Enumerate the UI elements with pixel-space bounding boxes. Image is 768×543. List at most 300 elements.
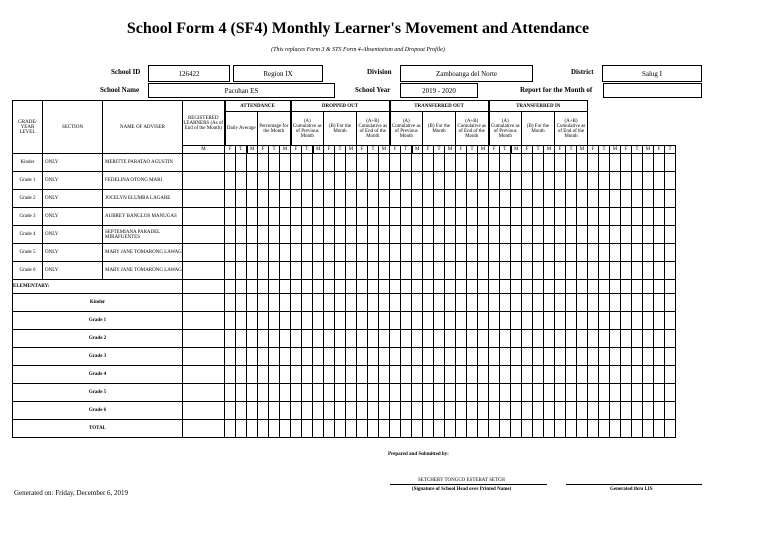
data-cell [258, 312, 269, 330]
data-cell [379, 280, 390, 294]
data-cell [401, 312, 412, 330]
data-cell [368, 208, 379, 226]
data-cell [280, 402, 291, 420]
data-cell [368, 420, 379, 438]
data-cell [269, 384, 280, 402]
data-cell [335, 190, 346, 208]
data-cell [665, 226, 676, 244]
data-cell [313, 226, 324, 244]
data-cell [610, 208, 621, 226]
data-cell [225, 348, 236, 366]
data-cell [566, 384, 577, 402]
data-cell [291, 208, 302, 226]
data-cell [544, 384, 555, 402]
data-cell [599, 294, 610, 312]
data-cell [445, 280, 456, 294]
data-cell [632, 294, 643, 312]
data-cell [434, 262, 445, 280]
data-cell [588, 190, 599, 208]
header-adviser: NAME OF ADVISER [103, 101, 183, 154]
data-cell [291, 172, 302, 190]
data-cell [533, 226, 544, 244]
data-cell [258, 154, 269, 172]
data-cell [368, 244, 379, 262]
data-cell [291, 402, 302, 420]
data-cell [610, 384, 621, 402]
data-cell [324, 366, 335, 384]
data-cell [258, 402, 269, 420]
data-cell [247, 402, 258, 420]
data-cell [346, 262, 357, 280]
data-cell [599, 420, 610, 438]
data-cell [335, 244, 346, 262]
data-cell [599, 244, 610, 262]
data-cell [335, 262, 346, 280]
data-cell [544, 348, 555, 366]
data-cell [577, 420, 588, 438]
data-cell [500, 312, 511, 330]
data-cell [511, 330, 522, 348]
data-cell [599, 402, 610, 420]
data-cell [368, 262, 379, 280]
data-cell [467, 262, 478, 280]
data-cell [412, 294, 423, 312]
data-cell [247, 244, 258, 262]
data-cell [269, 312, 280, 330]
data-cell [390, 348, 401, 366]
data-cell [610, 312, 621, 330]
data-cell [236, 420, 247, 438]
data-cell [346, 280, 357, 294]
data-cell [478, 154, 489, 172]
data-cell [183, 330, 225, 348]
data-cell [654, 190, 665, 208]
table-row [13, 190, 687, 208]
data-cell [577, 244, 588, 262]
data-cell [258, 384, 269, 402]
data-cell [313, 294, 324, 312]
data-cell [269, 208, 280, 226]
data-cell [412, 190, 423, 208]
data-cell [599, 366, 610, 384]
header-cumulative-ab: (A+B) Cumulative as of End of the Month [555, 112, 588, 146]
generated-line [566, 484, 702, 485]
data-cell [643, 244, 654, 262]
data-cell [467, 330, 478, 348]
data-cell [434, 172, 445, 190]
data-cell [346, 154, 357, 172]
header-m: M [412, 146, 423, 154]
data-cell [489, 420, 500, 438]
data-cell [621, 208, 632, 226]
header-t: T [236, 146, 247, 154]
data-cell [225, 294, 236, 312]
data-cell [544, 172, 555, 190]
header-section: SECTION [43, 101, 103, 154]
summary-row [13, 384, 687, 402]
data-cell [280, 330, 291, 348]
data-cell [588, 172, 599, 190]
data-cell [555, 226, 566, 244]
data-cell [225, 262, 236, 280]
data-cell [665, 172, 676, 190]
data-cell [654, 294, 665, 312]
district-field: Salug I [602, 65, 702, 82]
data-cell [401, 280, 412, 294]
data-cell [434, 190, 445, 208]
data-cell [522, 420, 533, 438]
data-cell [247, 384, 258, 402]
data-cell [643, 172, 654, 190]
data-cell [183, 280, 225, 294]
data-cell [183, 190, 225, 208]
data-cell [346, 312, 357, 330]
header-percentage: Percentage for the Month [258, 112, 291, 146]
data-cell [511, 226, 522, 244]
header-f: F [291, 146, 302, 154]
data-cell [346, 244, 357, 262]
data-cell [456, 348, 467, 366]
data-cell [643, 312, 654, 330]
data-cell [390, 330, 401, 348]
data-cell [390, 154, 401, 172]
data-cell [258, 420, 269, 438]
data-cell [533, 262, 544, 280]
data-cell [577, 226, 588, 244]
data-cell [511, 280, 522, 294]
data-cell [544, 244, 555, 262]
data-cell [379, 366, 390, 384]
data-cell [183, 172, 225, 190]
data-cell [643, 330, 654, 348]
data-cell [291, 420, 302, 438]
data-cell [577, 330, 588, 348]
data-cell [456, 294, 467, 312]
data-cell [555, 366, 566, 384]
data-cell [258, 348, 269, 366]
row-section: ONLY [43, 226, 103, 244]
header-f: F [654, 146, 665, 154]
data-cell [247, 330, 258, 348]
data-cell [291, 348, 302, 366]
data-cell [522, 208, 533, 226]
data-cell [456, 172, 467, 190]
data-cell [379, 294, 390, 312]
data-cell [478, 190, 489, 208]
data-cell [555, 348, 566, 366]
data-cell [566, 348, 577, 366]
data-cell [478, 294, 489, 312]
data-cell [588, 420, 599, 438]
data-cell [610, 280, 621, 294]
data-cell [313, 208, 324, 226]
data-cell [368, 172, 379, 190]
data-cell [302, 366, 313, 384]
data-cell [258, 244, 269, 262]
data-cell [412, 402, 423, 420]
data-cell [577, 172, 588, 190]
data-cell [357, 294, 368, 312]
data-cell [555, 330, 566, 348]
data-cell [225, 226, 236, 244]
data-cell [533, 366, 544, 384]
data-cell [588, 402, 599, 420]
header-f: F [489, 146, 500, 154]
data-cell [225, 366, 236, 384]
data-cell [544, 294, 555, 312]
data-cell [390, 172, 401, 190]
data-cell [390, 226, 401, 244]
header-t: T [599, 146, 610, 154]
row-adviser: AUBREY BANGLOS MANUGAS [103, 208, 183, 226]
data-cell [621, 348, 632, 366]
data-cell [588, 244, 599, 262]
data-cell [500, 244, 511, 262]
data-cell [533, 312, 544, 330]
data-cell [335, 280, 346, 294]
data-cell [280, 312, 291, 330]
data-cell [357, 402, 368, 420]
data-cell [599, 262, 610, 280]
data-cell [478, 226, 489, 244]
data-cell [280, 190, 291, 208]
row-adviser: MARY JANE TOMARONG LAWAG [103, 262, 183, 280]
header-attendance: ATTENDANCE [225, 101, 291, 112]
data-cell [478, 384, 489, 402]
data-cell [183, 420, 225, 438]
data-cell [434, 294, 445, 312]
data-cell [632, 262, 643, 280]
data-cell [434, 384, 445, 402]
data-cell [544, 420, 555, 438]
data-cell [313, 402, 324, 420]
data-cell [412, 226, 423, 244]
data-cell [555, 420, 566, 438]
data-cell [665, 420, 676, 438]
data-cell [313, 366, 324, 384]
data-cell [599, 280, 610, 294]
row-adviser: FEDELINA OTONG MARI [103, 172, 183, 190]
data-cell [478, 208, 489, 226]
data-cell [357, 384, 368, 402]
school-name-label: School Name [100, 86, 140, 94]
data-cell [236, 384, 247, 402]
data-cell [445, 226, 456, 244]
data-cell [544, 208, 555, 226]
data-cell [665, 366, 676, 384]
row-section: ONLY [43, 172, 103, 190]
data-cell [313, 312, 324, 330]
data-cell [280, 384, 291, 402]
data-cell [379, 154, 390, 172]
division-label: Division [367, 68, 392, 76]
data-cell [324, 312, 335, 330]
data-cell [654, 330, 665, 348]
data-cell [445, 208, 456, 226]
data-cell [335, 366, 346, 384]
data-cell [379, 208, 390, 226]
data-cell [511, 172, 522, 190]
data-cell [291, 190, 302, 208]
data-cell [346, 402, 357, 420]
data-cell [313, 262, 324, 280]
data-cell [302, 244, 313, 262]
data-cell [522, 294, 533, 312]
header-cumulative-ab: (A+B) Cumulative as of End of the Month [456, 112, 489, 146]
data-cell [500, 262, 511, 280]
data-cell [533, 244, 544, 262]
data-cell [467, 190, 478, 208]
data-cell [632, 420, 643, 438]
data-cell [577, 262, 588, 280]
generated-thru: Generated thru LIS [610, 487, 653, 492]
data-cell [654, 384, 665, 402]
data-cell [445, 294, 456, 312]
data-cell [522, 244, 533, 262]
data-cell [610, 330, 621, 348]
data-cell [357, 190, 368, 208]
data-cell [183, 366, 225, 384]
data-cell [533, 330, 544, 348]
data-cell [522, 312, 533, 330]
data-cell [412, 280, 423, 294]
data-cell [423, 172, 434, 190]
data-cell [500, 294, 511, 312]
data-cell [302, 420, 313, 438]
data-cell [423, 420, 434, 438]
data-cell [588, 280, 599, 294]
data-cell [456, 244, 467, 262]
table-row [13, 226, 687, 244]
data-cell [412, 154, 423, 172]
header-for-month-b: (B) For the Month [522, 112, 555, 146]
data-cell [225, 154, 236, 172]
data-cell [423, 226, 434, 244]
data-cell [533, 208, 544, 226]
data-cell [423, 244, 434, 262]
data-cell [390, 262, 401, 280]
data-cell [368, 190, 379, 208]
data-cell [335, 226, 346, 244]
summary-label: Grade 6 [13, 402, 183, 420]
data-cell [610, 172, 621, 190]
data-cell [467, 172, 478, 190]
data-cell [555, 190, 566, 208]
report-month-field [603, 83, 702, 98]
data-cell [621, 420, 632, 438]
data-cell [313, 348, 324, 366]
data-cell [183, 348, 225, 366]
data-cell [258, 226, 269, 244]
data-cell [555, 402, 566, 420]
table-row [13, 154, 687, 172]
row-adviser: MERITTE PARATAO AGUSTIN [103, 154, 183, 172]
data-cell [621, 172, 632, 190]
data-cell [632, 402, 643, 420]
header-f: F [555, 146, 566, 154]
data-cell [456, 384, 467, 402]
data-cell [225, 244, 236, 262]
data-cell [346, 226, 357, 244]
data-cell [379, 262, 390, 280]
data-cell [665, 384, 676, 402]
data-cell [643, 262, 654, 280]
data-cell [269, 402, 280, 420]
data-cell [423, 402, 434, 420]
header-t: T [302, 146, 313, 154]
data-cell [379, 420, 390, 438]
data-cell [511, 312, 522, 330]
data-cell [489, 226, 500, 244]
data-cell [588, 384, 599, 402]
summary-row [13, 348, 687, 366]
data-cell [467, 420, 478, 438]
data-cell [434, 244, 445, 262]
data-cell [489, 190, 500, 208]
data-cell [258, 208, 269, 226]
data-cell [247, 348, 258, 366]
header-f: F [588, 146, 599, 154]
data-cell [379, 402, 390, 420]
data-cell [533, 420, 544, 438]
summary-row [13, 402, 687, 420]
data-cell [544, 262, 555, 280]
data-cell [258, 262, 269, 280]
data-cell [500, 384, 511, 402]
data-cell [522, 348, 533, 366]
data-cell [643, 420, 654, 438]
data-cell [665, 190, 676, 208]
data-cell [423, 330, 434, 348]
table-row [13, 172, 687, 190]
data-cell [423, 348, 434, 366]
data-cell [566, 330, 577, 348]
data-cell [412, 420, 423, 438]
data-cell [390, 366, 401, 384]
school-year-field: 2019 - 2020 [400, 83, 478, 98]
data-cell [511, 348, 522, 366]
data-cell [522, 402, 533, 420]
data-cell [225, 280, 236, 294]
data-cell [533, 384, 544, 402]
data-cell [456, 402, 467, 420]
data-cell [489, 294, 500, 312]
data-cell [335, 420, 346, 438]
data-cell [247, 294, 258, 312]
data-cell [269, 330, 280, 348]
data-cell [313, 280, 324, 294]
data-cell [247, 366, 258, 384]
data-cell [357, 348, 368, 366]
data-cell [434, 420, 445, 438]
data-cell [280, 208, 291, 226]
data-cell [445, 366, 456, 384]
data-cell [489, 172, 500, 190]
data-cell [434, 330, 445, 348]
data-cell [236, 154, 247, 172]
data-cell [522, 366, 533, 384]
signature-label: (Signature of School Head over Printed Name) [412, 487, 512, 492]
data-cell [247, 420, 258, 438]
data-cell [665, 402, 676, 420]
data-cell [632, 384, 643, 402]
row-section: ONLY [43, 262, 103, 280]
data-cell [390, 384, 401, 402]
data-cell [467, 366, 478, 384]
data-cell [632, 312, 643, 330]
data-cell [445, 402, 456, 420]
data-cell [401, 384, 412, 402]
